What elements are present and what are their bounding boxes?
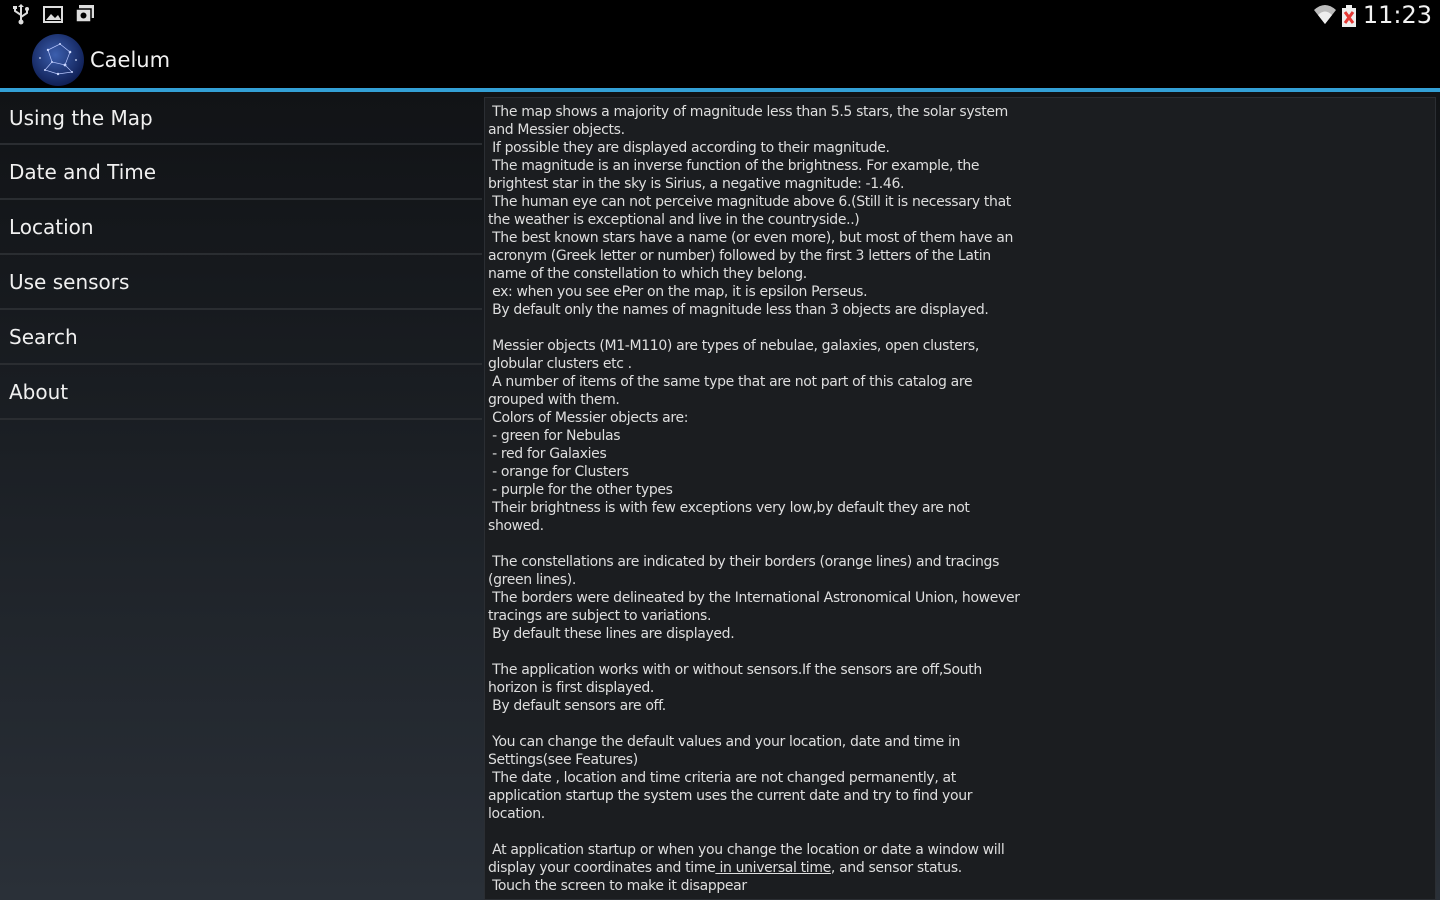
menu-item-label: Date and Time <box>9 159 157 184</box>
help-menu <box>0 92 482 900</box>
status-bar <box>0 0 1440 30</box>
help-paragraph-messier: Messier objects (M1-M110) are types of nebulae, galaxies, open clusters, globular clusters etc . A number of items of the same type that are not part of this catalog are grouped with them. Colors of Messier objects are: - green for Nebulas - red for Galaxies - orange for Clusters - purple for the other types Their brightness is with few exceptions very low,by default they are not showed. <box>488 338 979 534</box>
status-clock: 11:23 <box>1362 1 1432 29</box>
app-title: Caelum <box>90 48 171 72</box>
universal-time-link[interactable]: in universal time <box>715 860 831 876</box>
help-paragraph-map: The map shows a majority of magnitude less than 5.5 stars, the solar system and Messier objects. If possible they are displayed according to their magnitude. The magnitude is an inverse function of the brightness. For example, the brightest star in the sky is Sirius, a negative magnitude: -1.46. The human eye can not perceive magnitude above 6.(Still it is necessary that the weather is exceptional and live in the countryside..) The best known stars have a name (or even more), but most of them have an acronym (Greek letter or number) followed by the first 3 letters of the Latin name of the constellation to which they belong. ex: when you see ePer on the map, it is epsilon Perseus. By default only the names of magnitude less than 3 objects are displayed. <box>488 104 1014 318</box>
menu-item-about[interactable] <box>0 365 482 420</box>
help-text <box>485 98 1030 895</box>
menu-item-label: Location <box>9 214 94 239</box>
notification-icons <box>10 3 96 25</box>
menu-item-using-the-map[interactable] <box>0 92 482 145</box>
photo-stack-icon <box>74 3 96 25</box>
help-paragraph-startup-end: , and sensor status. Touch the screen to make it disappear <box>492 860 962 894</box>
menu-item-label: Use sensors <box>9 269 130 294</box>
menu-item-location[interactable] <box>0 200 482 255</box>
menu-item-use-sensors[interactable] <box>0 255 482 310</box>
battery-low-icon <box>1341 4 1357 26</box>
help-paragraph-settings: You can change the default values and your location, date and time in Settings(see Features) The date , location and time criteria are not changed permanently, at application startup the system uses the current date and try to find your location. <box>488 734 973 822</box>
wifi-icon <box>1313 4 1335 26</box>
help-paragraph-sensors: The application works with or without sensors.If the sensors are off,South horizon is first displayed. By default sensors are off. <box>488 662 982 714</box>
menu-item-search[interactable] <box>0 310 482 365</box>
main-content <box>0 92 1440 900</box>
menu-item-label: About <box>9 379 69 404</box>
star-globe-icon[interactable] <box>30 32 86 88</box>
help-paragraph-startup: At application startup or when you change the location or date a window will display your coordinates and time <box>488 842 1005 876</box>
usb-icon <box>10 3 32 25</box>
help-detail-panel[interactable] <box>484 97 1436 900</box>
menu-item-date-and-time[interactable] <box>0 145 482 200</box>
action-bar <box>0 30 1440 88</box>
menu-item-label: Search <box>9 324 78 349</box>
menu-item-label: Using the Map <box>9 105 153 130</box>
system-icons <box>1313 0 1432 30</box>
help-paragraph-constellations: The constellations are indicated by their borders (orange lines) and tracings (green lines). The borders were delineated by the International Astronomical Union, however tracings are subject to variations. By default these lines are displayed. <box>488 554 1020 642</box>
image-icon <box>42 3 64 25</box>
